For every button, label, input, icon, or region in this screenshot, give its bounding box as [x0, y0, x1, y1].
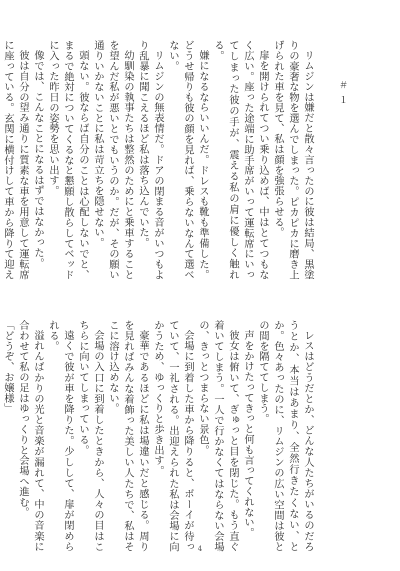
upper-text-block [2, 40, 315, 280]
paragraph: 豪華であるほどに私は場違いだと感じる。周りを見ればみんな着飾った美しい人たちで、私はそこに溶け込めない。 [107, 320, 148, 552]
paragraph: レスはどうだとか、どんな人たちがいるのだろうとか、本当はあまり、全然行きたくない、とか。色々あったのに、リムジンの広い空間は彼との間を隔ててしまう。 [257, 320, 313, 552]
paragraph: 嫌になるならいいんだ。ドレスも靴も準備した。どうせ帰りも彼の顔を見れば、乗らないなんて選べない。 [167, 40, 208, 280]
paragraph: 幼馴染の執事たちは整然のためにと乗車することを望んだ私が悪いとでもいうのか。だが、その願い通りいかないことに私は苛立ちを隠せない。 [92, 40, 133, 280]
paragraph: 会場に到着した車から降りると、ボーイが待っていて、一礼される。出迎えられた私は会場に向かうため、ゆっくりと歩き出す。 [152, 320, 193, 552]
paragraph: 溢れんばかりの光と音楽が漏れて、中の音楽に合わせて私の足はゆっくりと会場へ進む。 [17, 320, 43, 552]
page-number: 4 [197, 545, 203, 553]
paragraph: 頭ない。彼ならば自分のことは心配しないでと、まるで絶対についてくるなと懇願し散らしてベッドに入った昨日の姿勢を思い出す。 [47, 40, 88, 280]
dialogue-line: 「どうぞ、お嬢様」 [2, 320, 13, 414]
paragraph: 遠くで彼が車を降りた。少しして、扉が閉められる。 [47, 320, 73, 552]
paragraph: 彼は自分の望み通りに質素な車を用意して運転席に座っている。玄関に横付けして車から降りて迎え [2, 40, 28, 280]
paragraph: リムジンの無表情だ。ドアの閉まる音がいつもより乱暴に聞こえるほど私は落ち込んでいた。 [137, 40, 163, 280]
paragraph: 彼女は俯いて、ぎゅっと目を閉じた。もう直ぐ着いてしまう。一人で行かなくてはならない会場の、きっとつまらない景色。 [197, 320, 238, 552]
paragraph: 会場の入口に到着したときから、人々の目はこちらに向いてしまっている。 [77, 320, 103, 552]
paragraph: 扉を開けられてつい乗り込めば、中はとてつもなく広い。座った途端に助手席がいって運転席にいってしまった彼の手が、震える私の肩に優しく触れる。 [212, 40, 268, 280]
paragraph: リムジンは嫌だと散々言ったのに彼は結局、黒塗りの豪奢な物を選んでしまった。ピカピカに磨き上げられた車を見て、私は顔を強張らせる。 [272, 40, 313, 280]
paragraph: 像では、こんなことになるはずではなかった。 [32, 50, 43, 269]
chapter-mark: ＃１ [337, 80, 347, 110]
paragraph: 声をかけたってきっと何も言ってくれない。 [242, 330, 253, 539]
lower-text-block [2, 320, 315, 552]
